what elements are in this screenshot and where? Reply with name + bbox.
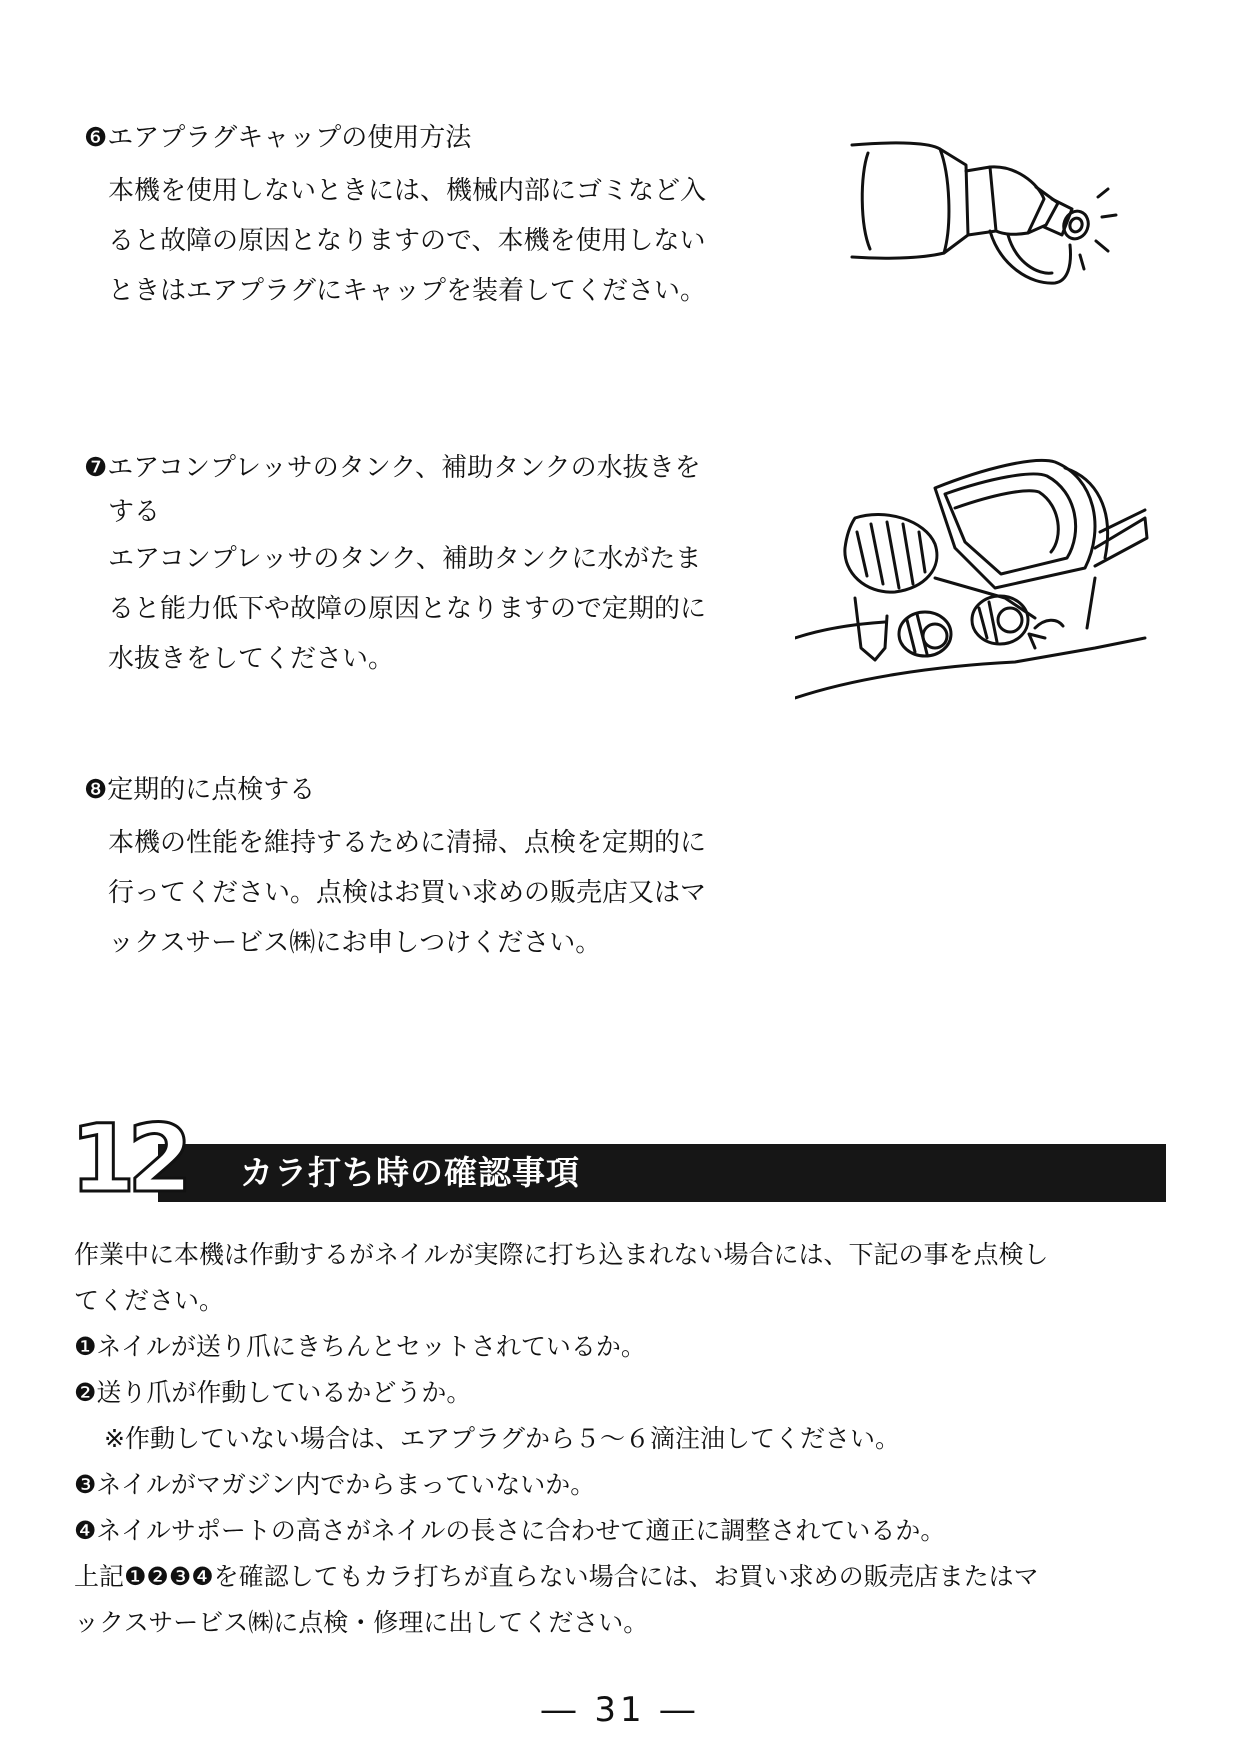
intro-line: 作業中に本機は作動するがネイルが実際に打ち込まれない場合には、下記の事を点検し [74, 1240, 1049, 1269]
item-drain-tank [84, 446, 754, 684]
item-body [84, 166, 754, 316]
section-closing [74, 1554, 1174, 1646]
section-title: カラ打ち時の確認事項 [158, 1144, 1166, 1202]
body-line: 行ってください。点検はお買い求めの販売店又はマ [108, 878, 707, 908]
list-item: ❷送り爪が作動しているかどうか。 [74, 1378, 472, 1407]
list-item-note: ※作動していない場合は、エアプラグから５～６滴注油してください。 [104, 1424, 900, 1453]
item-title: ❻エアプラグキャップの使用方法 [84, 123, 472, 153]
closing-line: ックスサービス㈱に点検・修理に出してください。 [74, 1608, 649, 1637]
title-line: する [108, 497, 161, 527]
title-line: ❼エアコンプレッサのタンク、補助タンクの水抜きを [84, 453, 701, 483]
section-intro [74, 1232, 1174, 1324]
list-item: ❸ネイルがマガジン内でからまっていないか。 [74, 1470, 596, 1499]
body-line: エアコンプレッサのタンク、補助タンクに水がたま [108, 544, 702, 574]
item-title: ❽定期的に点検する [84, 775, 316, 805]
body-line: ときはエアプラグにキャップを装着してください。 [108, 276, 707, 306]
body-line: ると故障の原因となりますので、本機を使用しない [108, 226, 706, 256]
item-body [84, 818, 754, 968]
item-body [84, 534, 754, 684]
section-number: 12 [70, 1105, 185, 1214]
check-list [74, 1324, 1174, 1554]
item-title [84, 446, 754, 534]
section-header [70, 1105, 1170, 1214]
closing-line: 上記❶❷❸❹を確認してもカラ打ちが直らない場合には、お買い求めの販売店またはマ [74, 1562, 1039, 1591]
intro-line: てください。 [74, 1286, 225, 1315]
air-plug-cap-illustration [840, 135, 1120, 305]
page-number: ― 31 ― [541, 1690, 699, 1730]
item-air-plug-cap [84, 116, 754, 316]
body-line: ックスサービス㈱にお申しつけください。 [108, 928, 602, 958]
list-item: ❶ネイルが送り爪にきちんとセットされているか。 [74, 1332, 646, 1361]
body-line: 本機の性能を維持するために清掃、点検を定期的に [108, 828, 707, 858]
body-line: 本機を使用しないときには、機械内部にゴミなど入 [108, 176, 707, 206]
compressor-drain-illustration [795, 448, 1155, 718]
item-regular-inspection [84, 768, 754, 968]
list-item: ❹ネイルサポートの高さがネイルの長さに合わせて適正に調整されているか。 [74, 1516, 946, 1545]
body-line: 水抜きをしてください。 [108, 644, 395, 674]
body-line: ると能力低下や故障の原因となりますので定期的に [108, 594, 707, 624]
